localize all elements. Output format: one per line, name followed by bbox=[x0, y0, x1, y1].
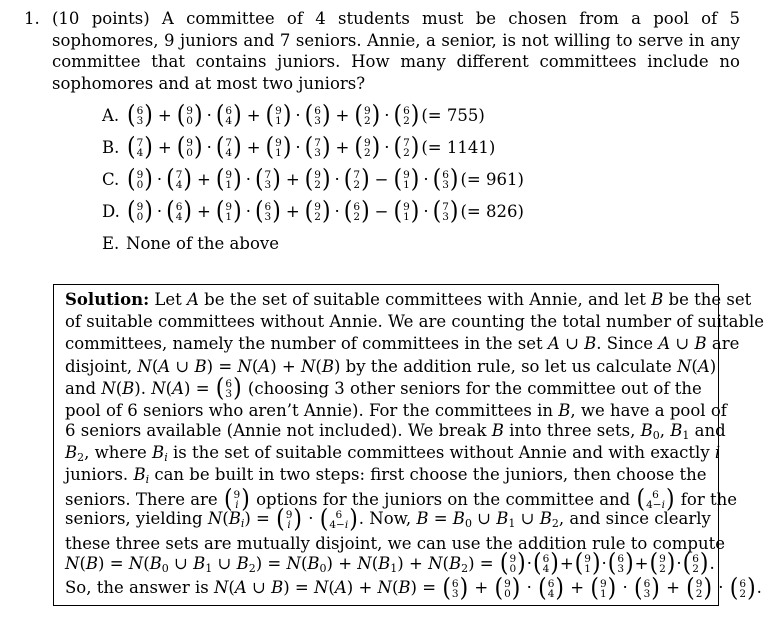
binomial: ( 9 1 ) bbox=[393, 197, 420, 226]
binomial: ( 7 4 ) bbox=[215, 133, 242, 162]
binomial: ( 7 4 ) bbox=[166, 165, 192, 194]
solution-heading: Solution: bbox=[65, 290, 150, 309]
answer-choices bbox=[102, 100, 702, 260]
binomial: ( 9 1 ) bbox=[215, 165, 242, 194]
solution-box bbox=[53, 284, 765, 606]
binomial: ( 9 0 ) bbox=[176, 101, 203, 130]
binomial: ( 7 2 ) bbox=[393, 133, 420, 162]
solution-line: seniors. There are ( 9 i ) options for the juniors on the committee and ( 6 4−i ) for the bbox=[65, 485, 737, 514]
binomial: ( 9 0 ) bbox=[127, 197, 153, 226]
binomial: ( 6 2 ) bbox=[343, 197, 370, 226]
binomial: ( 6 3 ) bbox=[254, 197, 281, 226]
binomial: ( 7 4 ) bbox=[127, 133, 153, 162]
problem-statement bbox=[24, 8, 740, 94]
solution-line: committees, namely the number of committees in the set A ∪ B. Since A ∪ B are bbox=[65, 334, 740, 354]
binomial: ( 7 2 ) bbox=[343, 165, 370, 194]
choice-letter: E. bbox=[102, 234, 120, 253]
solution-line: juniors. Bi can be built in two steps: first choose the juniors, then choose the bbox=[65, 465, 707, 486]
solution-line: and N(B). N(A) = ( 6 3 ) (choosing 3 other seniors for the committee out of the bbox=[65, 374, 702, 403]
binomial: ( 9 2 ) bbox=[354, 101, 381, 130]
solution-line: disjoint, N(A ∪ B) = N(A) + N(B) by the addition rule, so let us calculate N(A) bbox=[65, 356, 717, 376]
choice-value: (= 755) bbox=[421, 106, 485, 125]
solution-line: 6 seniors available (Annie not included). We break B into three sets, $B_0$, $B_1$ and bbox=[65, 420, 726, 442]
choice-value: (= 826) bbox=[460, 202, 524, 221]
binomial: ( 9 2 ) bbox=[304, 165, 331, 194]
binomial: ( 9 1 ) bbox=[265, 133, 292, 162]
solution-line: So, the answer is N(A ∪ B) = N(A) + N(B) = ( 6 3 ) + ( 9 0 ) · ( 6 4 ) + ( 9 1 ) · ( 6 3 ) + ( 9 2 ) · ( 6 2 ) . bbox=[65, 573, 762, 603]
solution-line: these three sets are mutually disjoint, we can use the addition rule to compute bbox=[65, 534, 726, 554]
binomial: ( 6 4 ) bbox=[215, 101, 242, 130]
choice-value: (= 1141) bbox=[421, 138, 496, 157]
binomial: ( 6 3 ) bbox=[432, 165, 459, 194]
solution-line: of suitable committees without Annie. We are counting the total number of suitable bbox=[65, 312, 765, 332]
choice-letter: C. bbox=[102, 170, 120, 189]
solution-line: Solution: Let A be the set of suitable committees with Annie, and let B be the set bbox=[65, 290, 752, 309]
binomial: ( 6 3 ) bbox=[304, 101, 331, 130]
choice-letter: B. bbox=[102, 138, 120, 157]
binomial: ( 6 4 ) bbox=[166, 197, 192, 226]
binomial: ( 7 3 ) bbox=[432, 197, 459, 226]
choice-letter: D. bbox=[102, 202, 120, 221]
problem-number: 1. bbox=[24, 9, 40, 28]
binomial: ( 7 3 ) bbox=[254, 165, 281, 194]
choice-b: B. ( 7 4 ) + ( 9 0 ) · ( 7 4 ) + ( 9 1 ) · ( 7 3 ) + ( 9 2 ) · ( 7 2 ) (= 1141) bbox=[102, 132, 702, 164]
solution-line: seniors, yielding N(Bi) = ( 9 i ) · ( 6 4−i ) . Now, $B = B_0$ ∪ $B_1$ ∪ $B_2$, and since clearly bbox=[65, 504, 711, 534]
choice-value: (= 961) bbox=[460, 170, 524, 189]
binomial: ( 9 0 ) bbox=[127, 165, 153, 194]
choice-e bbox=[102, 228, 702, 260]
binomial: ( 9 0 ) bbox=[176, 133, 203, 162]
binomial: ( 7 3 ) bbox=[304, 133, 331, 162]
binomial: ( 6 3 ) bbox=[127, 101, 153, 130]
binomial: ( 9 1 ) bbox=[215, 197, 242, 226]
choice-a: A. ( 6 3 ) + ( 9 0 ) · ( 6 4 ) + ( 9 1 ) · ( 6 3 ) + ( 9 2 ) · ( 6 2 ) (= 755) bbox=[102, 100, 702, 132]
problem-text: (10 points) A committee of 4 students must be chosen from a pool of 5 sophomores, 9 juniors and 7 seniors. Annie, a senior, is not willing to serve in any committee that contains juniors. How many different committees include no sophomores and at most two juniors? bbox=[52, 9, 740, 93]
binomial: ( 6 2 ) bbox=[393, 101, 420, 130]
binomial: ( 9 2 ) bbox=[304, 197, 331, 226]
choice-letter: A. bbox=[102, 106, 120, 125]
solution-line: $B_2$, where Bi is the set of suitable committees without Annie and with exactly i bbox=[65, 442, 721, 464]
binomial: ( 9 2 ) bbox=[354, 133, 381, 162]
choice-c: C. ( 9 0 ) · ( 7 4 ) + ( 9 1 ) · ( 7 3 ) + ( 9 2 ) · ( 7 2 ) − ( 9 1 ) · ( 6 3 ) (= 961) bbox=[102, 164, 702, 196]
solution-line: pool of 6 seniors who aren’t Annie). For the committees in B, we have a pool of bbox=[65, 400, 727, 420]
binomial: ( 9 1 ) bbox=[393, 165, 420, 194]
binomial: ( 9 1 ) bbox=[265, 101, 292, 130]
choice-d: D. ( 9 0 ) · ( 6 4 ) + ( 9 1 ) · ( 6 3 ) + ( 9 2 ) · ( 6 2 ) − ( 9 1 ) · ( 7 3 ) (= 826) bbox=[102, 196, 702, 228]
solution-line: $N(B) = N(B_0$ ∪ $B_1$ ∪ $B_2) = N(B_0) + N(B_1) + N(B_2)$ = ( 9 0 ) · ( 6 4 ) + ( 9 1 ) · ( 6 3 ) + ( 9 2 ) · ( 6 2 ) . bbox=[65, 549, 715, 579]
choice-text: None of the above bbox=[126, 234, 279, 253]
